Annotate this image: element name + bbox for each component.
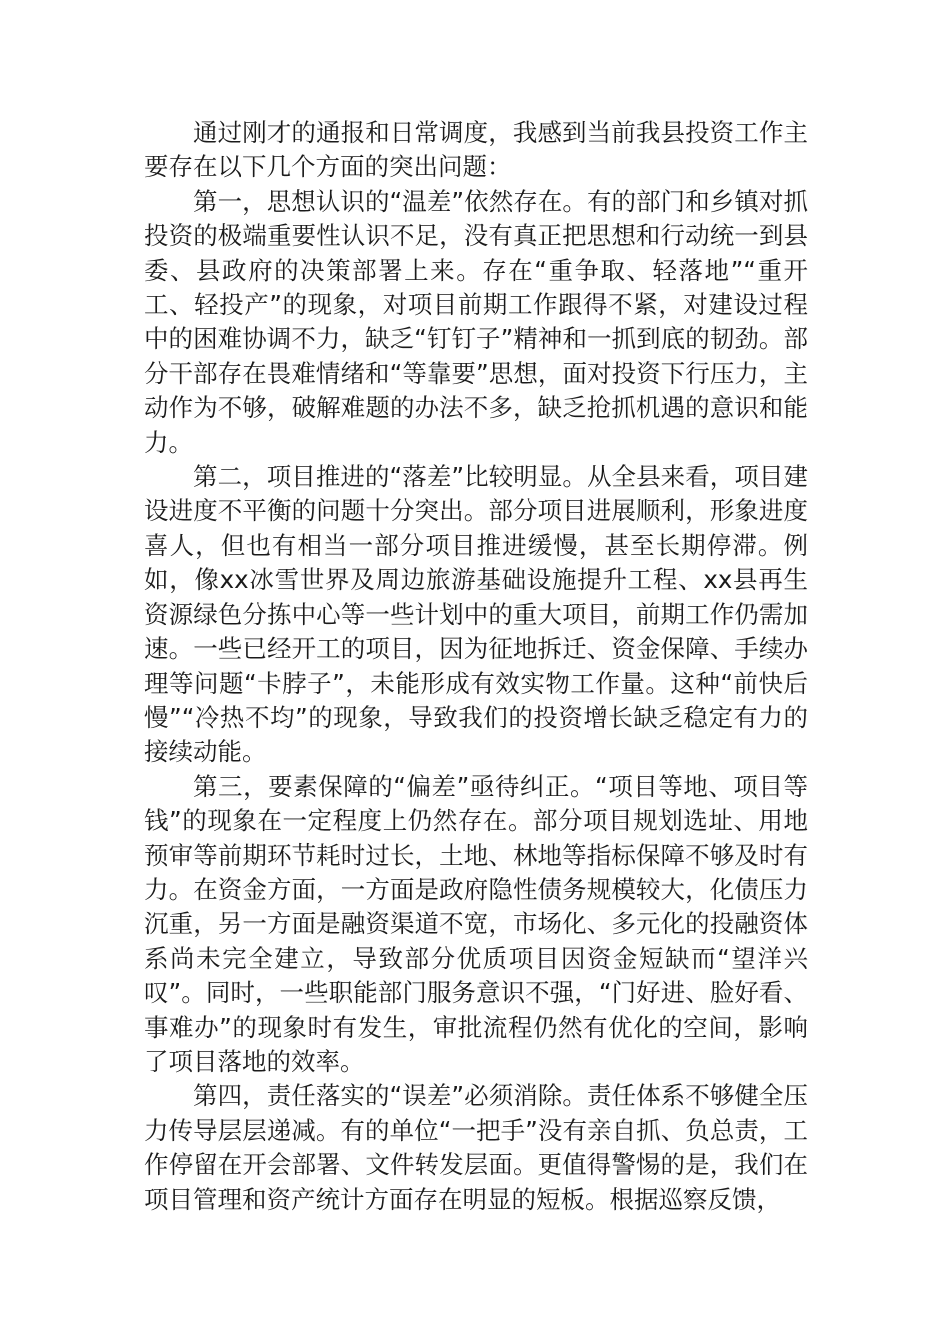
paragraph-second-issue: 第二，项目推进的“落差”比较明显。从全县来看，项目建设进度不平衡的问题十分突出。部分项目进展顺利，形象进度喜人，但也有相当一部分项目推进缓慢，甚至长期停滞。例如，像xx冰雪世界及周边旅游基础设施提升工程、xx县再生资源绿色分拣中心等一些计划中的重大项目，前期工作仍需加速。一些已经开工的项目，因为征地拆迁、资金保障、手续办理等问题“卡脖子”，未能形成有效实物工作量。这种“前快后慢”“冷热不均”的现象，导致我们的投资增长缺乏稳定有力的接续动能。	[144, 462, 808, 767]
paragraph-fourth-issue: 第四，责任落实的“误差”必须消除。责任体系不够健全压力传导层层递减。有的单位“一把手”没有亲自抓、负总责，工作停留在开会部署、文件转发层面。更值得警惕的是，我们在项目管理和资产统计方面存在明显的短板。根据巡察反馈，	[144, 1081, 808, 1214]
document-body	[144, 116, 808, 1217]
paragraph-intro: 通过刚才的通报和日常调度，我感到当前我县投资工作主要存在以下几个方面的突出问题：	[144, 118, 808, 182]
paragraph-third-issue: 第三，要素保障的“偏差”亟待纠正。“项目等地、项目等钱”的现象在一定程度上仍然存在。部分项目规划选址、用地预审等前期环节耗时过长，土地、林地等指标保障不够及时有力。在资金方面，一方面是政府隐性债务规模较大，化债压力沉重，另一方面是融资渠道不宽，市场化、多元化的投融资体系尚未完全建立，导致部分优质项目因资金短缺而“望洋兴叹”。同时，一些职能部门服务意识不强，“门好进、脸好看、事难办”的现象时有发生，审批流程仍然有优化的空间，影响了项目落地的效率。	[144, 771, 808, 1076]
paragraph-first-issue: 第一，思想认识的“温差”依然存在。有的部门和乡镇对抓投资的极端重要性认识不足，没有真正把思想和行动统一到县委、县政府的决策部署上来。存在“重争取、轻落地”“重开工、轻投产”的现象，对项目前期工作跟得不紧，对建设过程中的困难协调不力，缺乏“钉钉子”精神和一抓到底的韧劲。部分干部存在畏难情绪和“等靠要”思想，面对投资下行压力，主动作为不够，破解难题的办法不多，缺乏抢抓机遇的意识和能力。	[144, 186, 808, 457]
